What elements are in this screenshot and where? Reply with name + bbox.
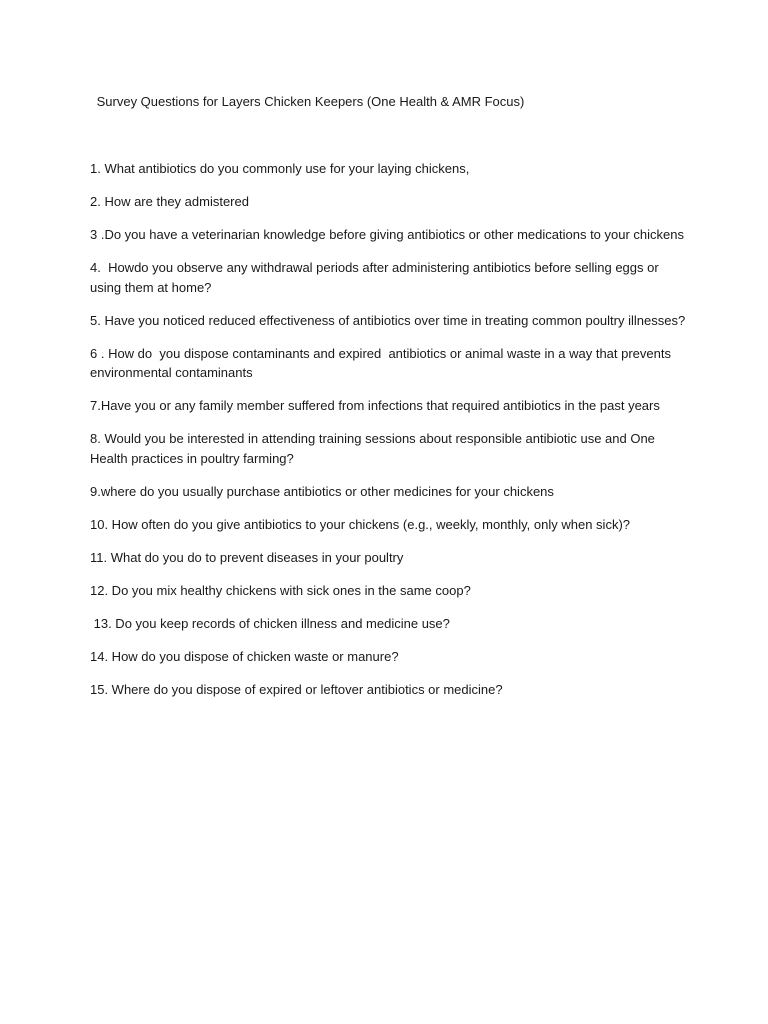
question-item: 2. How are they admistered xyxy=(90,194,249,209)
question-item: 4. Howdo you observe any withdrawal periods after administering antibiotics before selling eggs or using them at home? xyxy=(90,260,663,295)
question-item: 11. What do you do to prevent diseases in your poultry xyxy=(90,549,404,565)
question-list xyxy=(90,159,690,713)
document-title: Survey Questions for Layers Chicken Keepers (One Health & AMR Focus) xyxy=(93,94,525,109)
question-item: 12. Do you mix healthy chickens with sick ones in the same coop? xyxy=(90,582,471,598)
question-item: 13. Do you keep records of chicken illness and medicine use? xyxy=(90,615,450,631)
question-item: 14. How do you dispose of chicken waste or manure? xyxy=(90,648,399,664)
question-item: 8. Would you be interested in attending training sessions about responsible antibiotic use and One Health practices in poultry farming? xyxy=(90,431,659,466)
question-item: 9.where do you usually purchase antibiotics or other medicines for your chickens xyxy=(90,483,554,499)
question-item: 3 .Do you have a veterinarian knowledge before giving antibiotics or other medications to your chickens xyxy=(90,227,685,242)
question-item: 6 . How do you dispose contaminants and expired antibiotics or animal waste in a way that prevents environmental contaminants xyxy=(90,345,675,380)
question-item: 5. Have you noticed reduced effectiveness of antibiotics over time in treating common poultry illnesses? xyxy=(90,312,686,328)
question-item: 10. How often do you give antibiotics to your chickens (e.g., weekly, monthly, only when sick)? xyxy=(90,516,631,532)
question-item: 7.Have you or any family member suffered from infections that required antibiotics in the past years xyxy=(90,398,660,413)
question-item: 1. What antibiotics do you commonly use for your laying chickens, xyxy=(90,161,470,176)
question-item: 15. Where do you dispose of expired or leftover antibiotics or medicine? xyxy=(90,681,503,697)
